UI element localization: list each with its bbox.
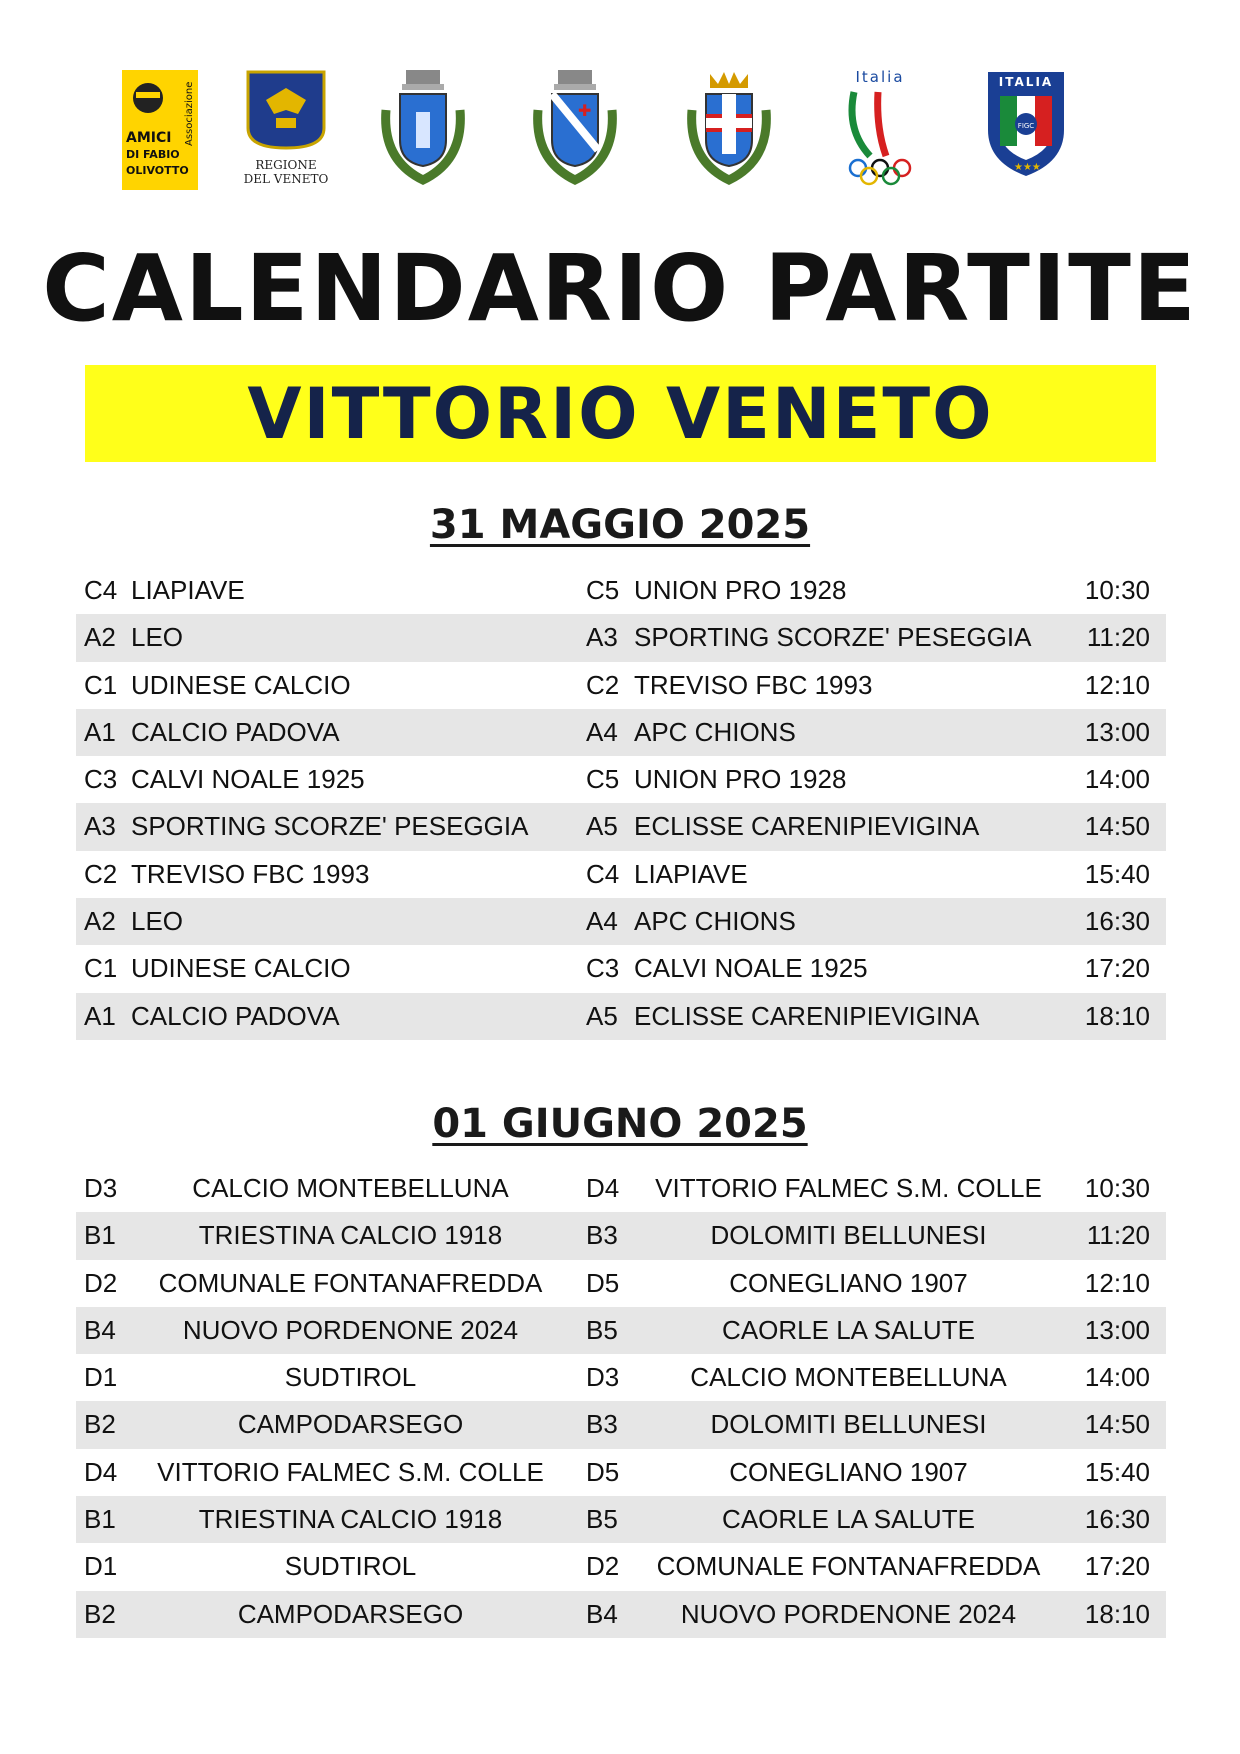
home-team: CALCIO MONTEBELLUNA bbox=[192, 1173, 509, 1203]
away-group-code: D4 bbox=[586, 1173, 620, 1203]
logo-side-text: Associazione bbox=[184, 81, 195, 146]
kickoff-time: 11:20 bbox=[1086, 622, 1150, 653]
location-banner bbox=[85, 365, 1156, 462]
away-team: TREVISO FBC 1993 bbox=[634, 669, 873, 700]
away-group-code: D5 bbox=[586, 1267, 620, 1298]
match-row bbox=[76, 1307, 1166, 1354]
svg-text:★★★: ★★★ bbox=[1014, 162, 1041, 173]
away-group-code: B5 bbox=[586, 1504, 618, 1535]
away-team: UNION PRO 1928 bbox=[634, 764, 847, 795]
regione-veneto-logo bbox=[243, 70, 329, 186]
kickoff-time: 18:10 bbox=[1084, 1000, 1150, 1031]
home-team: VITTORIO FALMEC S.M. COLLE bbox=[157, 1456, 544, 1487]
sponsor-logos bbox=[110, 70, 1130, 200]
home-group-code: D3 bbox=[84, 1173, 118, 1203]
kickoff-time: 12:10 bbox=[1084, 1267, 1150, 1298]
figc-label: ITALIA bbox=[998, 75, 1054, 89]
away-team: APC CHIONS bbox=[634, 906, 796, 937]
home-group-code: B1 bbox=[84, 1220, 116, 1251]
match-row bbox=[76, 993, 1166, 1040]
day-2-schedule-table bbox=[76, 1165, 1166, 1638]
away-team: CONEGLIANO 1907 bbox=[729, 1456, 968, 1487]
figc-italia-logo bbox=[986, 70, 1066, 180]
match-row bbox=[76, 898, 1166, 945]
kickoff-time: 12:10 bbox=[1084, 669, 1150, 700]
kickoff-time: 14:50 bbox=[1084, 811, 1150, 842]
away-team: APC CHIONS bbox=[634, 716, 796, 747]
home-team: CAMPODARSEGO bbox=[237, 1598, 464, 1629]
day-1-heading: 31 MAGGIO 2025 bbox=[429, 502, 811, 548]
kickoff-time: 10:30 bbox=[1084, 575, 1150, 605]
home-group-code: D1 bbox=[84, 1551, 118, 1582]
away-group-code: A4 bbox=[586, 906, 618, 937]
figc-inner: FIGC bbox=[1017, 122, 1035, 130]
home-group-code: D2 bbox=[84, 1267, 118, 1298]
day-2-heading: 01 GIUGNO 2025 bbox=[432, 1101, 808, 1147]
away-team: CALVI NOALE 1925 bbox=[634, 953, 868, 984]
home-group-code: C3 bbox=[84, 764, 118, 795]
home-team: LEO bbox=[131, 906, 184, 937]
match-row bbox=[76, 1401, 1166, 1448]
match-row bbox=[76, 1591, 1166, 1638]
home-group-code: B4 bbox=[84, 1314, 116, 1345]
home-team: SPORTING SCORZE' PESEGGIA bbox=[131, 811, 529, 842]
kickoff-time: 13:00 bbox=[1084, 1314, 1150, 1345]
away-group-code: D5 bbox=[586, 1456, 620, 1487]
home-team: CAMPODARSEGO bbox=[237, 1409, 464, 1440]
away-team: LIAPIAVE bbox=[634, 858, 748, 889]
page-title: CALENDARIO PARTITE bbox=[42, 235, 1198, 342]
kickoff-time: 17:20 bbox=[1084, 953, 1150, 984]
regione-caption-1: REGIONE bbox=[255, 158, 317, 172]
away-team: DOLOMITI BELLUNESI bbox=[710, 1409, 987, 1440]
comune-crest-2-logo bbox=[530, 70, 620, 190]
home-team: TREVISO FBC 1993 bbox=[131, 858, 370, 889]
away-team: CAORLE LA SALUTE bbox=[722, 1314, 975, 1345]
home-group-code: B1 bbox=[84, 1504, 116, 1535]
home-team: CALVI NOALE 1925 bbox=[131, 764, 365, 795]
away-group-code: D3 bbox=[586, 1362, 620, 1393]
away-group-code: B3 bbox=[586, 1220, 618, 1251]
home-team: CALCIO PADOVA bbox=[131, 1000, 340, 1031]
home-group-code: D4 bbox=[84, 1456, 118, 1487]
match-row bbox=[76, 709, 1166, 756]
away-team: CAORLE LA SALUTE bbox=[722, 1504, 975, 1535]
home-team: CALCIO PADOVA bbox=[131, 716, 340, 747]
home-group-code: A1 bbox=[84, 716, 116, 747]
home-team: UDINESE CALCIO bbox=[131, 953, 351, 984]
match-row bbox=[76, 1212, 1166, 1259]
match-row bbox=[76, 756, 1166, 803]
kickoff-time: 16:30 bbox=[1084, 906, 1150, 937]
away-team: NUOVO PORDENONE 2024 bbox=[680, 1598, 1017, 1629]
home-group-code: B2 bbox=[84, 1598, 116, 1629]
away-team: SPORTING SCORZE' PESEGGIA bbox=[634, 622, 1032, 653]
away-group-code: C5 bbox=[586, 764, 620, 795]
away-group-code: A5 bbox=[586, 1000, 618, 1031]
logo-line-2: DI FABIO bbox=[126, 148, 180, 161]
kickoff-time: 16:30 bbox=[1084, 1504, 1150, 1535]
logo-line-3: OLIVOTTO bbox=[126, 164, 189, 177]
kickoff-time: 15:40 bbox=[1084, 1456, 1150, 1487]
away-team: ECLISSE CARENIPIEVIGINA bbox=[634, 1000, 980, 1031]
home-group-code: A3 bbox=[84, 811, 116, 842]
away-group-code: B3 bbox=[586, 1409, 618, 1440]
home-group-code: D1 bbox=[84, 1362, 118, 1393]
kickoff-time: 17:20 bbox=[1084, 1551, 1150, 1582]
home-group-code: C2 bbox=[84, 858, 118, 889]
home-group-code: C4 bbox=[84, 575, 118, 605]
home-team: TRIESTINA CALCIO 1918 bbox=[198, 1504, 503, 1535]
away-team: COMUNALE FONTANAFREDDA bbox=[656, 1551, 1041, 1582]
kickoff-time: 11:20 bbox=[1086, 1220, 1150, 1251]
kickoff-time: 15:40 bbox=[1084, 858, 1150, 889]
day-1-schedule-table bbox=[76, 567, 1166, 1040]
location-name: VITTORIO VENETO bbox=[247, 372, 994, 455]
home-team: LIAPIAVE bbox=[131, 575, 245, 605]
match-row bbox=[76, 1354, 1166, 1401]
match-row bbox=[76, 662, 1166, 709]
match-row bbox=[76, 803, 1166, 850]
away-team: CONEGLIANO 1907 bbox=[729, 1267, 968, 1298]
away-team: UNION PRO 1928 bbox=[634, 575, 847, 605]
match-row bbox=[76, 851, 1166, 898]
away-group-code: A3 bbox=[586, 622, 618, 653]
away-team: CALCIO MONTEBELLUNA bbox=[690, 1362, 1007, 1393]
kickoff-time: 14:00 bbox=[1084, 1362, 1150, 1393]
home-group-code: A1 bbox=[84, 1000, 116, 1031]
home-group-code: C1 bbox=[84, 953, 118, 984]
kickoff-time: 14:50 bbox=[1084, 1409, 1150, 1440]
away-group-code: C2 bbox=[586, 669, 620, 700]
match-row bbox=[76, 1449, 1166, 1496]
home-team: LEO bbox=[131, 622, 184, 653]
away-group-code: C3 bbox=[586, 953, 620, 984]
away-group-code: C4 bbox=[586, 858, 620, 889]
logo-line-1: AMICI bbox=[126, 130, 172, 146]
home-team: SUDTIROL bbox=[284, 1362, 417, 1393]
kickoff-time: 10:30 bbox=[1084, 1173, 1150, 1203]
kickoff-time: 13:00 bbox=[1084, 716, 1150, 747]
regione-caption-2: DEL VENETO bbox=[243, 172, 329, 186]
home-team: TRIESTINA CALCIO 1918 bbox=[198, 1220, 503, 1251]
amici-fabio-olivotto-logo bbox=[122, 70, 198, 190]
italia-label: Italia bbox=[855, 70, 905, 86]
kickoff-time: 14:00 bbox=[1084, 764, 1150, 795]
home-team: SUDTIROL bbox=[284, 1551, 417, 1582]
match-row bbox=[76, 614, 1166, 661]
match-row bbox=[76, 567, 1166, 614]
home-group-code: A2 bbox=[84, 906, 116, 937]
away-group-code: B4 bbox=[586, 1598, 618, 1629]
away-group-code: C5 bbox=[586, 575, 620, 605]
match-row bbox=[76, 1496, 1166, 1543]
home-group-code: B2 bbox=[84, 1409, 116, 1440]
home-group-code: A2 bbox=[84, 622, 116, 653]
match-row bbox=[76, 1543, 1166, 1590]
match-row bbox=[76, 945, 1166, 992]
home-group-code: C1 bbox=[84, 669, 118, 700]
italia-olympic-logo bbox=[840, 70, 920, 190]
away-team: DOLOMITI BELLUNESI bbox=[710, 1220, 987, 1251]
comune-crest-1-logo bbox=[378, 70, 468, 190]
home-team: COMUNALE FONTANAFREDDA bbox=[158, 1267, 543, 1298]
home-team: UDINESE CALCIO bbox=[131, 669, 351, 700]
kickoff-time: 18:10 bbox=[1084, 1598, 1150, 1629]
match-row bbox=[76, 1165, 1166, 1212]
home-team: NUOVO PORDENONE 2024 bbox=[182, 1314, 519, 1345]
comune-crest-3-logo bbox=[684, 70, 774, 190]
svg-text:✚: ✚ bbox=[578, 101, 592, 120]
away-group-code: D2 bbox=[586, 1551, 620, 1582]
away-group-code: A4 bbox=[586, 716, 618, 747]
away-group-code: B5 bbox=[586, 1314, 618, 1345]
match-row bbox=[76, 1260, 1166, 1307]
away-team: ECLISSE CARENIPIEVIGINA bbox=[634, 811, 980, 842]
away-team: VITTORIO FALMEC S.M. COLLE bbox=[655, 1173, 1042, 1203]
away-group-code: A5 bbox=[586, 811, 618, 842]
